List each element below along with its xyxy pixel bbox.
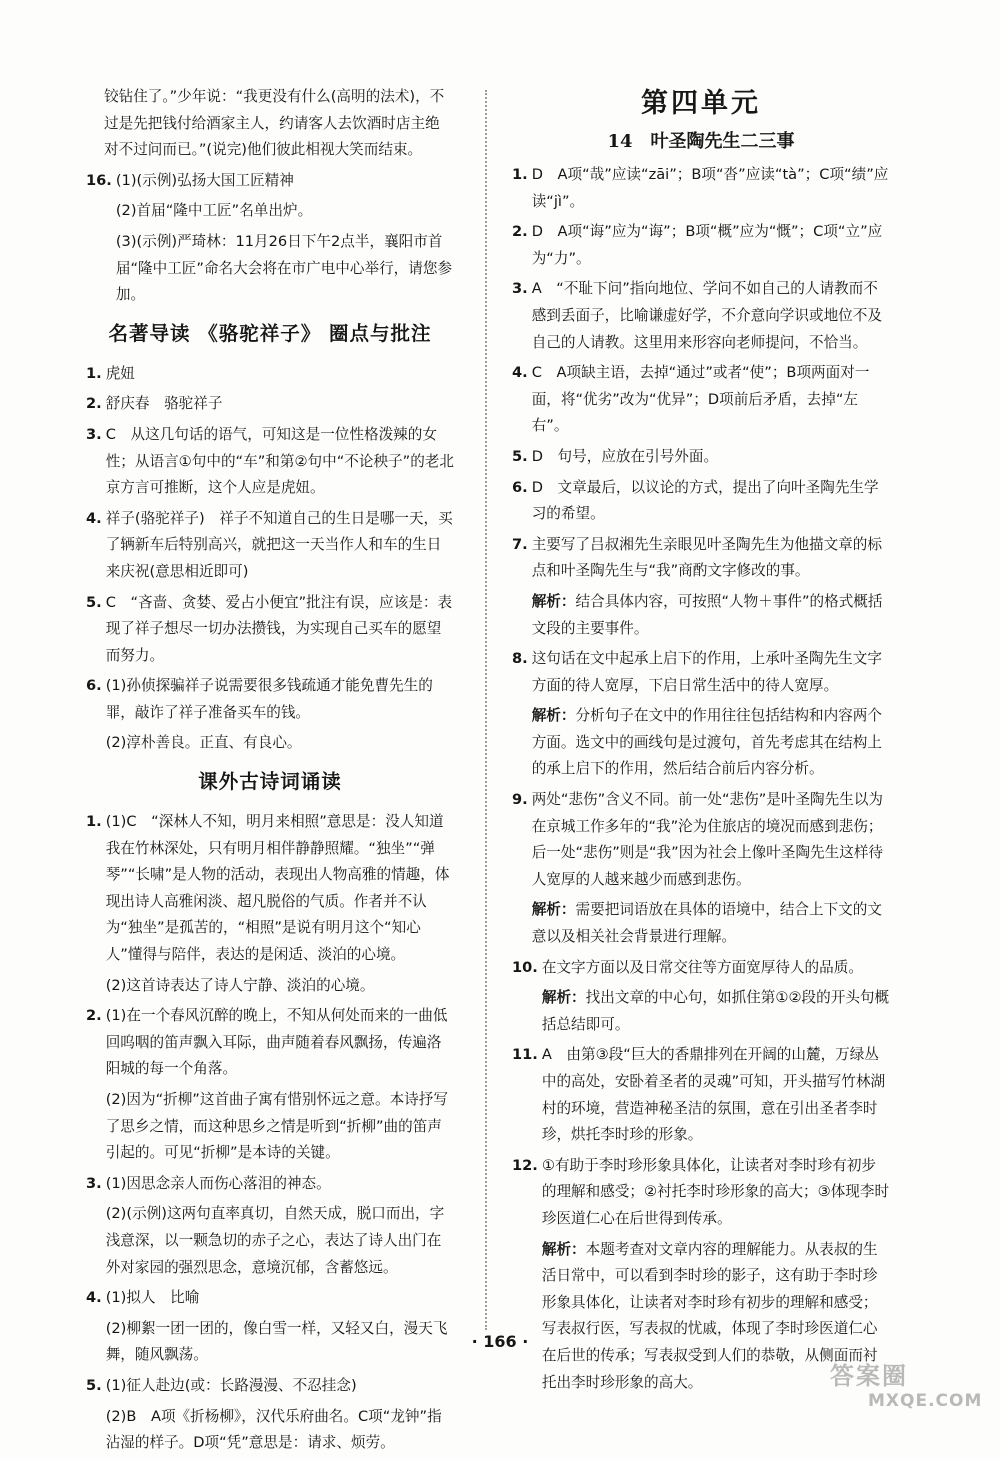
answer-text: (1)拟人 比喻 [105, 1289, 200, 1307]
answer-text: (3)(示例)严琦林：11月26日下午2点半，襄阳市首届“隆中工匠”命名大会将在市广电中心举行，请您参加。 [115, 232, 453, 304]
question-4 [86, 1285, 454, 1373]
question-1 [512, 162, 890, 219]
question-5 [86, 1373, 454, 1461]
question-number: 1. [512, 166, 528, 183]
answer-text: 舒庆春 骆驼祥子 [105, 395, 223, 413]
answer-text: (1)(示例)弘扬大国工匠精神 [115, 171, 294, 189]
question-number: 1. [86, 364, 102, 382]
question-number: 5. [512, 447, 528, 465]
answer-text: (2)淳朴善良。正直、有良心。 [105, 734, 302, 752]
answer-text: D 句号，应放在引号外面。 [531, 447, 719, 465]
analysis-label: 解析： [541, 1240, 586, 1258]
question-2 [512, 219, 890, 276]
analysis-text: 需要把词语放在具体的语境中，结合上下文的文意以及相关社会背景进行理解。 [531, 901, 882, 946]
analysis-label: 解析： [531, 592, 576, 610]
left-column [86, 84, 454, 1461]
question-5 [512, 444, 890, 475]
question-9 [512, 787, 890, 955]
question-8 [512, 646, 890, 787]
analysis-text: 分析句子在文中的作用往往包括结构和内容两个方面。选文中的画线句是过渡句，首先考虑其在结构上的承上启下的作用，然后结合前后内容分析。 [531, 707, 882, 778]
analysis-text: 找出文章的中心句，如抓住第①②段的开头句概括总结即可。 [541, 989, 890, 1033]
question-number: 10. [512, 958, 538, 976]
continued-text: 铰钻住了。”少年说：“我更没有什么(高明的法术)，不过是先把钱付给酒家主人，约请客人去饮酒时店主绝对不过问而已。”(说完)他们彼此相视大笑而结束。 [104, 88, 445, 159]
answer-text: A “不耻下问”指向地位、学问不如自己的人请教而不感到丢面子，比喻谦虚好学，不介意向学识或地位不及自己的人请教。这里用来形容向老师提问，不恰当。 [531, 280, 882, 351]
answer-text: (1)征人赴边(或：长路漫漫、不忍挂念) [105, 1376, 357, 1394]
analysis-label: 解析： [531, 707, 576, 725]
question-number: 4. [512, 364, 528, 382]
question-number: 6. [512, 478, 528, 496]
answer-text: (2)B A项《折杨柳》，汉代乐府曲名。C项“龙钟”指沾湿的样子。D项“凭”意思是：请求、烦劳。 [105, 1407, 442, 1452]
question-4 [86, 506, 454, 590]
question-number: 3. [86, 425, 102, 443]
answer-text: C 从这几句话的语气，可知这是一位性格泼辣的女性；从语言①句中的“车”和第②句中“不论秧子”的老北京方言可推断，这个人应是虎妞。 [105, 425, 454, 497]
question-number: 3. [512, 280, 528, 298]
answer-text: D A项“哉”应读“zāi”；B项“沓”应读“tà”；C项“绩”应读“jì”。 [531, 166, 889, 210]
answer-text: (2)柳絮一团一团的，像白雪一样，又轻又白，漫天飞舞，随风飘荡。 [105, 1319, 448, 1364]
question-10 [512, 955, 890, 1043]
question-number: 3. [86, 1174, 102, 1192]
answer-text: A 由第③段“巨大的香鼎排列在开阔的山麓，万绿丛中的高处，安卧着圣者的灵魂”可知，开头描写竹林湖村的环境，营造神秘圣洁的氛围，意在引出圣者李时珍，烘托李时珍的形象。 [541, 1046, 886, 1144]
question-number: 4. [86, 509, 102, 527]
question-6 [512, 475, 890, 532]
answer-text: C “吝啬、贪婪、爱占小便宜”批注有误，应该是：表现了祥子想尽一切办法攒钱，为实现自己买车的愿望而努力。 [105, 593, 453, 664]
question-4 [512, 360, 890, 444]
question-number: 2. [86, 1007, 102, 1025]
lesson-title: 14 叶圣陶先生二三事 [607, 131, 795, 152]
answer-text: D A项“诲”应为“诲”；B项“概”应为“慨”；C项“立”应为“力”。 [531, 223, 883, 267]
answer-text: (1)因思念亲人而伤心落泪的神态。 [105, 1174, 331, 1192]
question-2 [86, 391, 454, 422]
question-3 [86, 422, 454, 506]
question-1 [86, 361, 454, 392]
question-number: 11. [512, 1046, 538, 1064]
analysis-text: 本题考查对文章内容的理解能力。从表叔的生活日常中，可以看到李时珍的影子，这有助于李时珍形象具体化，让读者对李时珍有初步的理解和感受；写表叔行医，写表叔的忧戚，体现了李时珍医道仁心在后世的传承；写表叔受到人们的恭敬，从侧面而衬托出李时珍形象的高大。 [541, 1240, 878, 1391]
question-5 [86, 590, 454, 674]
answer-text: 在文字方面以及日常交往等方面宽厚待人的品质。 [541, 958, 863, 976]
section-title-camel-xiangzi: 名著导读 《骆驼祥子》 圈点与批注 [108, 321, 432, 345]
section-title-ancient-poems: 课外古诗词诵读 [198, 770, 342, 794]
question-number: 7. [512, 535, 528, 553]
analysis-label: 解析： [531, 901, 576, 919]
question-number: 9. [512, 791, 528, 809]
answer-text: (2)因为“折柳”这首曲子寓有惜别怀远之意。本诗抒写了思乡之情，而这种思乡之情是听到“折柳”曲的笛声引起的。可见“折柳”是本诗的关键。 [105, 1091, 448, 1162]
question-number: 8. [512, 650, 528, 668]
question-number: 12. [512, 1156, 538, 1174]
question-number: 16. [86, 171, 112, 189]
answer-text: C A项缺主语，去掉“通过”或者“使”；B项两面对一面，将“优劣”改为“优异”；D项前后矛盾，去掉“左右”。 [531, 364, 870, 435]
question-2 [86, 1003, 454, 1171]
question-number: 2. [86, 395, 102, 413]
question-number: 4. [86, 1289, 102, 1307]
site-watermark [830, 1362, 990, 1422]
watermark-logo-text: 答案圈 [830, 1362, 908, 1390]
page-number: · 166 · [471, 1332, 529, 1351]
answer-text: 祥子(骆驼祥子) 祥子不知道自己的生日是哪一天，买了辆新车后特别高兴，就把这一天当作人和车的生日来庆祝(意思相近即可) [105, 509, 453, 580]
answer-text: (1)C “深林人不知，明月来相照”意思是：没人知道我在竹林深处，只有明月相伴静静照耀。“独坐”“弹琴”“长啸”是人物的活动，表现出人物高雅的情趣，体现出诗人高雅闲淡、超凡脱俗的气质。作者并不认为“独坐”是孤苦的，“相照”是说有明月这个“知心人”懂得与陪伴，表达的是闲适、淡泊的心境。 [105, 813, 450, 964]
question-number: 6. [86, 677, 102, 695]
answer-text: 两处“悲伤”含义不同。前一处“悲伤”是叶圣陶先生以为在京城工作多年的“我”沦为住旅店的境况而感到悲伤；后一处“悲伤”则是“我”因为社会上像叶圣陶先生这样待人宽厚的人越来越少而感到悲伤。 [531, 791, 884, 888]
column-divider [485, 90, 487, 1330]
answer-text: 主要写了吕叔湘先生亲眼见叶圣陶先生为他描文章的标点和叶圣陶先生与“我”商酌文字修改的事。 [531, 535, 882, 580]
question-number: 5. [86, 593, 102, 611]
right-column [512, 84, 890, 1400]
analysis-label: 解析： [541, 989, 586, 1007]
question-6 [86, 673, 454, 761]
answer-text: (2)(示例)这两句直率真切，自然天成，脱口而出，字浅意深，以一颗急切的赤子之心，表达了诗人出门在外对家园的强烈思念，意境沉郁，含蓄悠远。 [105, 1205, 445, 1276]
question-3 [86, 1171, 454, 1285]
unit-title: 第四单元 [641, 88, 761, 119]
answer-text: 虎妞 [105, 364, 135, 382]
analysis-text: 结合具体内容，可按照“人物＋事件”的格式概括文段的主要事件。 [531, 592, 883, 637]
answer-text: ①有助于李时珍形象具体化，让读者对李时珍有初步的理解和感受；②衬托李时珍形象的高大；③体现李时珍医道仁心在后世得到传承。 [541, 1156, 890, 1227]
question-16 [86, 168, 454, 313]
question-1 [86, 809, 454, 1003]
answer-text: 这句话在文中起承上启下的作用，上承叶圣陶先生文字方面的待人宽厚，下启日常生活中的待人宽厚。 [531, 650, 882, 694]
question-number: 1. [86, 813, 102, 831]
answer-text: (1)孙侦探骗祥子说需要很多钱疏通才能免曹先生的罪，敲诈了祥子准备买车的钱。 [105, 677, 433, 721]
answer-text: (2)这首诗表达了诗人宁静、淡泊的心境。 [105, 976, 375, 994]
answer-text: (2)首届“隆中工匠”名单出炉。 [115, 202, 313, 220]
answer-text: (1)在一个春风沉醉的晚上，不知从何处而来的一曲低回呜咽的笛声飘入耳际，曲声随着春风飘扬，传遍洛阳城的每一个角落。 [105, 1007, 448, 1078]
question-3 [512, 276, 890, 360]
question-number: 2. [512, 223, 528, 241]
watermark-url: MXQE.COM [868, 1391, 983, 1411]
question-11 [512, 1042, 890, 1152]
question-number: 5. [86, 1376, 102, 1394]
answer-text: D 文章最后，以议论的方式，提出了向叶圣陶先生学习的希望。 [531, 478, 879, 523]
question-7 [512, 532, 890, 646]
